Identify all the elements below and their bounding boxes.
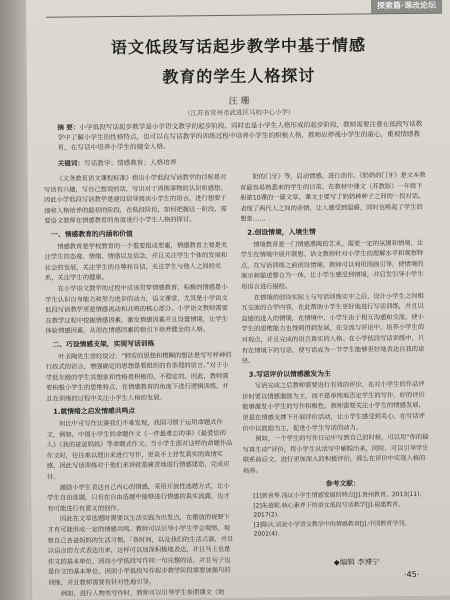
left-column-paragraph: 情感教育是学校教育的一个重要组成要素，情感教育主要是关注学生的态度、情绪、情感以及信念，并且关注学生个体的发展和社会的发展，关注学生的自尊和自信，关注学生与他人之间的关系，关注学生的健康。 (44, 241, 228, 283)
left-column-heading: 二、巧设情感支架，实现写话训练 (52, 339, 155, 349)
author-name: 汪 珊 (228, 96, 250, 107)
author-affiliation: （江苏省常州市武进区马杭中心小学） (183, 108, 295, 118)
left-column-heading: 一、情感教育的内涵和价值 (51, 229, 133, 239)
right-column-heading: 3.写话评价以情感激发为主 (248, 369, 331, 379)
page-number: ·45· (403, 569, 420, 580)
keywords (58, 154, 428, 168)
article-title-line-2: 教育的学生人格探讨 (162, 65, 316, 87)
references-heading: 参考文献： (325, 479, 360, 488)
section-header-tag: 探索篇·课改论坛 (371, 0, 442, 13)
right-column (240, 171, 430, 540)
journal-page (26, 0, 450, 600)
abstract (57, 119, 427, 153)
left-column-paragraph: 因此在文章选题时需要以生活实践为出发点，在搬放的视野下才有可能形成一定的情感共鸣。教师可以引导小学生学会观察，观察自己各爸妈妈的生活习惯，「各时间，以及我们的生活点滴，并且以语言的方式表达出来，这样可以加深积极地表达，并且马上也是作文的基本单位，因而小学低段写作同一句完整的话，并且句子也是作文的基本单位，因而小学低段写作起步教学阶段需要加强句的训练，并且教师需要有针对性地引导。 (47, 514, 234, 587)
left-column-paragraph: 《义务教育语文课程标准》指出小学低段写话教学的目标是对写话有兴趣，写自己想说的话，写出对于周围事物的认识和感想。因此小学低段写话教学是建设信导阅读小学生的语言，进行想要于细和人格培养的最初的阶段，在低段阶段，如何把握这一阶段，需要语文教师在情感教育的角度进行小学生人格的探讨。 (43, 173, 227, 226)
keywords-text: 写话教学；情感教育；人格培养 (84, 158, 177, 168)
left-column-paragraph: 激励小学生表达自己内心的情感，采用开放性选题方式，让小学生自由选题，只有在自由选题中能够进行情感的真实流露，也才有可能进行有意义的创作。 (47, 482, 230, 513)
right-column-paragraph: 例如，一个学生的写作日记中写到自己的时候，可以用“你的描写真生动”评价，将小学生从话写中解脱出来，同时，可以引导学生联系前后文，进行更加深入的积极评价，那么在评价中实现人格的培养。 (242, 434, 429, 475)
adjacent-page-spine (0, 0, 30, 600)
right-column-heading: 2.创设情境，入境生情 (247, 227, 316, 237)
left-column (44, 173, 234, 600)
left-column-paragraph: 例如，进行人物类写作时，教师可以引导学生参照课文《奶 (60, 588, 225, 598)
left-column-paragraph: 在小学语文教学的过程中应该贯穿情感教育，积极的情感是小学生认识自身能力和努力进步的动力，语文课堂，尤其是小学语文低段写话教学更是情感流动和共鸣的核心部分。小学语文教师需要在教学过程中挖掘情感因素，激发情感因素并且设置情境，让学生体验情感因素，从而在情感因素的指引下培养健全的人格。 (45, 283, 228, 336)
left-column-heading: 1.就情绪之启发情感共鸣点 (53, 407, 136, 417)
right-column-paragraph: 情境教育是一门情感熏陶的艺术，需要一定的氛围和情境，让学生在情境中展开联想。语文教师针对小学生的理解水平和观察特点，在写话训练之前创设情境。教师可以利用图画引导，使情境的演示和描述整合为一体，让小学生感受到情境，并启发引导小学生用语言进行描绘。 (240, 239, 424, 291)
reference-item: [3]陈庆.试论小学语文教学中的情感教育[J].中国教育学刊，2001(4). (253, 519, 411, 538)
abstract-label: 摘 要： (57, 123, 80, 132)
reference-item: [2]朱蓓妮.核心素养下的语文低段写话教学[J].福建教育，2017(2). (253, 500, 405, 519)
left-column-paragraph: 叶圣陶先生曾经说过：“假若的思想和模糊的想法是写写样神的行政式的语言，增强确定的思想是看组织的有条理的语言。”对于小学低年级的学生其想象和性格是积极的、不稳定的。因此，教师需要积极小学生的思维特点，在情感教育的角度下进行逻辑训练，并且在训练的过程中关注小学生人格的发展。 (45, 351, 232, 403)
left-column-paragraph: 何比中可写作比赛我们不难发现，我国习惯于运用命题式作文，例如，中国小学生的命题作文《一件最难忘的事》《最爱您的人》《我的爸爸妈妈》等命题式作文。当小学生面对这样的命题作品作文时，往往难以理出来进行写作，更谈不上抒发真实的真情实感，因此写话训练对于他们来讲就是痛苦地进行情感建造，完成应付。 (46, 419, 233, 481)
header-rule (46, 13, 442, 18)
right-column-paragraph: 写话完成之后教师需要进行有效的评价，在对小学生的作品评价时要以情感激励为主，而不是单纯地否定学生的写作，好的评价能够激发小学生的写作积极性，教师需要关注小学生的情感发展，更是在情感支撑下开展评价活动，让小学生感受到关心，在写话评价中以鼓励为主，促进小学生写话的动力。 (242, 381, 426, 433)
editor-credit: ◆编辑 李博宁 (333, 557, 380, 567)
right-column-paragraph: 奶的门牙》等，启动情感，进行创作。《奶奶的门牙》是文本教育最容易熟悉来的学生的日常，在教材中课文（苏教版）一年级下册第10课的一篇文章，课文主要写了奶奶种种子之间的一段对话，表现了两代人之间的亲情，让人感受到温暖，同时也唤起了学生的想象…… (239, 171, 426, 224)
reference-item: [1]黄善琴.浅议小学生情感发展的特点[J].贵州教育，2013(11). (253, 491, 422, 500)
article-title-line-1: 语文低段写话起步教学中基于情感 (110, 35, 367, 58)
right-column-paragraph: 在情境的创设实际上与写话训练实中之后，设计小学生之间相互交流的合学内容，在此帮助小学生更好地进行写话训练，并且以直接的进入的情境，在情境中，小学生由于相互沟通和交流，使小学生的思维能力也得到得到发展，在交流与评论中，培养小学生的对观点，并且完成的语言真实的人格。在小学低段写话训练中，只有在情境下的写话，使写话成为一节学生能够更好地表达自我的途径。 (241, 292, 425, 365)
abstract-text: 小学低段写话起步教学是小学语文教学的起步阶段，同时也是小学生人格形成的起步阶段，教师需要注意在低段写话教学中了解小学生的性格特点，也可以在写话教学的训练过程中培养小学生的积极人格，教师应停视小学生的童心，重视情感教育，在写话中培养小学生的健全人格。 (57, 119, 423, 152)
keywords-label: 关键词： (57, 159, 85, 168)
